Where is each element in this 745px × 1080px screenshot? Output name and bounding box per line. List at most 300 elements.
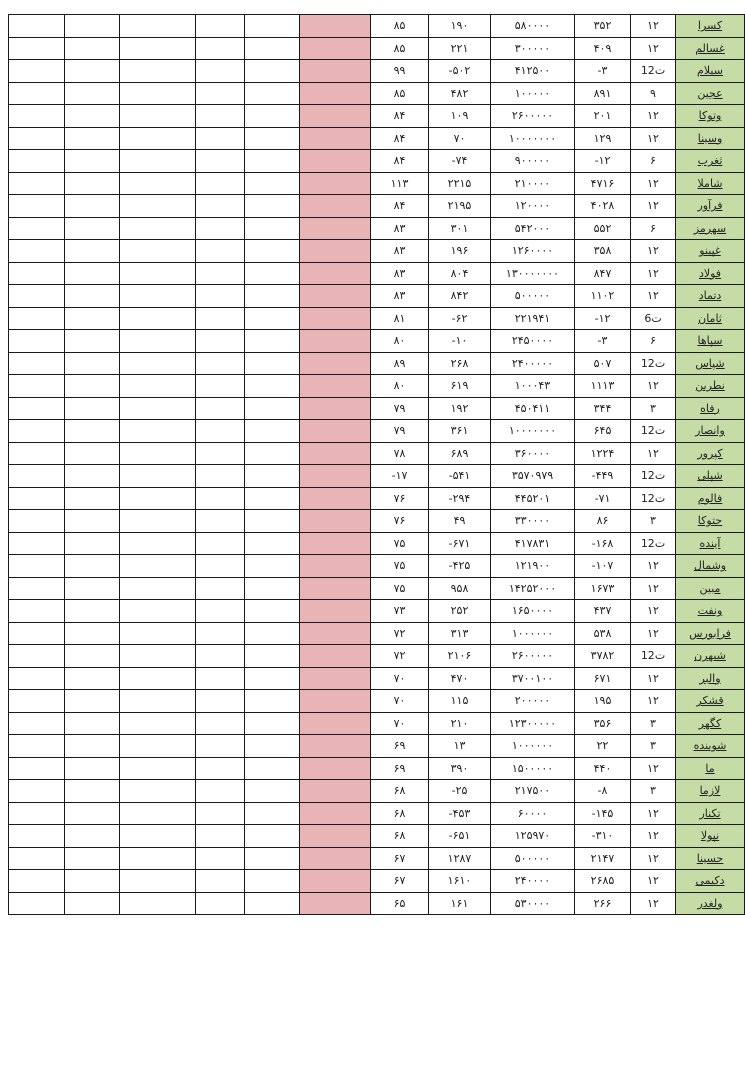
empty-cell[interactable] [9, 735, 65, 758]
amount-cell[interactable]: ۵۴۲۰۰۰ [491, 217, 575, 240]
empty-cell[interactable] [65, 217, 120, 240]
empty-cell[interactable] [120, 690, 196, 713]
empty-cell[interactable] [65, 240, 120, 263]
highlight-cell[interactable] [300, 195, 371, 218]
empty-cell[interactable] [245, 622, 300, 645]
score-cell[interactable]: ۶۸ [371, 780, 429, 803]
empty-cell[interactable] [245, 420, 300, 443]
symbol-cell[interactable]: آینده [676, 532, 745, 555]
empty-cell[interactable] [120, 420, 196, 443]
figure-cell[interactable]: ۳۷۸۲ [575, 645, 631, 668]
empty-cell[interactable] [9, 442, 65, 465]
empty-cell[interactable] [65, 330, 120, 353]
highlight-cell[interactable] [300, 712, 371, 735]
period-cell[interactable]: ۱۲ [631, 690, 676, 713]
amount-cell[interactable]: ۱۰۰۰۰۰۰۰ [491, 127, 575, 150]
symbol-cell[interactable]: وانصار [676, 420, 745, 443]
empty-cell[interactable] [9, 780, 65, 803]
empty-cell[interactable] [65, 15, 120, 38]
value-cell[interactable]: ۱۹۲ [429, 397, 491, 420]
empty-cell[interactable] [245, 397, 300, 420]
symbol-cell[interactable]: غسالم [676, 37, 745, 60]
value-cell[interactable]: ۱۹۰ [429, 15, 491, 38]
empty-cell[interactable] [120, 307, 196, 330]
score-cell[interactable]: ۹۹ [371, 60, 429, 83]
empty-cell[interactable] [65, 150, 120, 173]
empty-cell[interactable] [196, 780, 245, 803]
amount-cell[interactable]: ۳۳۰۰۰۰ [491, 510, 575, 533]
figure-cell[interactable]: ۶۷۱ [575, 667, 631, 690]
figure-cell[interactable]: ۴۴۰ [575, 757, 631, 780]
value-cell[interactable]: -۱۰ [429, 330, 491, 353]
value-cell[interactable]: ۴۷۰ [429, 667, 491, 690]
value-cell[interactable]: ۱۰۹ [429, 105, 491, 128]
empty-cell[interactable] [9, 690, 65, 713]
amount-cell[interactable]: ۱۰۰۰۰۰۰ [491, 622, 575, 645]
figure-cell[interactable]: -۷۱ [575, 487, 631, 510]
empty-cell[interactable] [9, 127, 65, 150]
figure-cell[interactable]: ۴۰۹ [575, 37, 631, 60]
highlight-cell[interactable] [300, 60, 371, 83]
value-cell[interactable]: ۶۸۹ [429, 442, 491, 465]
value-cell[interactable]: ۳۰۱ [429, 217, 491, 240]
empty-cell[interactable] [196, 712, 245, 735]
amount-cell[interactable]: ۲۴۵۰۰۰۰ [491, 330, 575, 353]
empty-cell[interactable] [196, 217, 245, 240]
figure-cell[interactable]: ۵۵۲ [575, 217, 631, 240]
figure-cell[interactable]: -۳ [575, 60, 631, 83]
highlight-cell[interactable] [300, 82, 371, 105]
empty-cell[interactable] [196, 555, 245, 578]
figure-cell[interactable]: ۵۰۷ [575, 352, 631, 375]
empty-cell[interactable] [65, 780, 120, 803]
empty-cell[interactable] [65, 375, 120, 398]
amount-cell[interactable]: ۲۶۰۰۰۰۰ [491, 105, 575, 128]
empty-cell[interactable] [65, 262, 120, 285]
empty-cell[interactable] [245, 82, 300, 105]
empty-cell[interactable] [196, 172, 245, 195]
symbol-cell[interactable]: ثغرب [676, 150, 745, 173]
symbol-cell[interactable]: شوینده [676, 735, 745, 758]
empty-cell[interactable] [65, 172, 120, 195]
symbol-cell[interactable]: غپینو [676, 240, 745, 263]
value-cell[interactable]: -۶۲ [429, 307, 491, 330]
amount-cell[interactable]: ۲۱۷۵۰۰ [491, 780, 575, 803]
empty-cell[interactable] [9, 757, 65, 780]
period-cell[interactable]: ۱۲ [631, 847, 676, 870]
amount-cell[interactable]: ۶۰۰۰۰ [491, 802, 575, 825]
period-cell[interactable]: ۱۲ [631, 892, 676, 915]
score-cell[interactable]: ۷۳ [371, 600, 429, 623]
empty-cell[interactable] [120, 82, 196, 105]
figure-cell[interactable]: ۱۹۵ [575, 690, 631, 713]
empty-cell[interactable] [196, 690, 245, 713]
empty-cell[interactable] [9, 105, 65, 128]
symbol-cell[interactable]: شاملا [676, 172, 745, 195]
empty-cell[interactable] [120, 577, 196, 600]
empty-cell[interactable] [9, 825, 65, 848]
score-cell[interactable]: ۸۴ [371, 195, 429, 218]
period-cell[interactable]: ۳ [631, 735, 676, 758]
highlight-cell[interactable] [300, 690, 371, 713]
figure-cell[interactable]: -۱۲ [575, 150, 631, 173]
score-cell[interactable]: ۶۷ [371, 847, 429, 870]
value-cell[interactable]: ۲۶۸ [429, 352, 491, 375]
score-cell[interactable]: ۶۹ [371, 757, 429, 780]
highlight-cell[interactable] [300, 172, 371, 195]
symbol-cell[interactable]: ولغدر [676, 892, 745, 915]
empty-cell[interactable] [245, 802, 300, 825]
figure-cell[interactable]: ۲۲ [575, 735, 631, 758]
empty-cell[interactable] [9, 352, 65, 375]
score-cell[interactable]: ۶۵ [371, 892, 429, 915]
empty-cell[interactable] [65, 195, 120, 218]
period-cell[interactable]: ۱۲ [631, 195, 676, 218]
empty-cell[interactable] [245, 892, 300, 915]
period-cell[interactable]: ۹ [631, 82, 676, 105]
empty-cell[interactable] [9, 555, 65, 578]
period-cell[interactable]: 12ت [631, 532, 676, 555]
empty-cell[interactable] [196, 622, 245, 645]
empty-cell[interactable] [9, 172, 65, 195]
empty-cell[interactable] [120, 172, 196, 195]
value-cell[interactable]: -۶۵۱ [429, 825, 491, 848]
value-cell[interactable]: ۱۲۸۷ [429, 847, 491, 870]
symbol-cell[interactable]: کگهر [676, 712, 745, 735]
symbol-cell[interactable]: دتماد [676, 285, 745, 308]
score-cell[interactable]: ۷۵ [371, 555, 429, 578]
figure-cell[interactable]: -۱۰۷ [575, 555, 631, 578]
empty-cell[interactable] [65, 712, 120, 735]
figure-cell[interactable]: ۴۰۲۸ [575, 195, 631, 218]
empty-cell[interactable] [245, 240, 300, 263]
empty-cell[interactable] [9, 15, 65, 38]
symbol-cell[interactable]: وتوکا [676, 105, 745, 128]
empty-cell[interactable] [196, 847, 245, 870]
score-cell[interactable]: ۸۰ [371, 375, 429, 398]
empty-cell[interactable] [65, 127, 120, 150]
empty-cell[interactable] [120, 712, 196, 735]
score-cell[interactable]: ۷۸ [371, 442, 429, 465]
symbol-cell[interactable]: شپاس [676, 352, 745, 375]
value-cell[interactable]: ۲۱۰۶ [429, 645, 491, 668]
empty-cell[interactable] [245, 577, 300, 600]
amount-cell[interactable]: ۲۰۰۰۰۰ [491, 690, 575, 713]
period-cell[interactable]: ۱۲ [631, 667, 676, 690]
empty-cell[interactable] [9, 577, 65, 600]
period-cell[interactable]: ۱۲ [631, 240, 676, 263]
period-cell[interactable]: ۱۲ [631, 15, 676, 38]
amount-cell[interactable]: ۴۱۲۵۰۰ [491, 60, 575, 83]
highlight-cell[interactable] [300, 622, 371, 645]
empty-cell[interactable] [9, 510, 65, 533]
empty-cell[interactable] [245, 442, 300, 465]
period-cell[interactable]: ۱۲ [631, 555, 676, 578]
symbol-cell[interactable]: مبین [676, 577, 745, 600]
amount-cell[interactable]: ۴۵۰۴۱۱ [491, 397, 575, 420]
empty-cell[interactable] [245, 375, 300, 398]
amount-cell[interactable]: ۴۴۵۲۰۱ [491, 487, 575, 510]
highlight-cell[interactable] [300, 285, 371, 308]
highlight-cell[interactable] [300, 892, 371, 915]
figure-cell[interactable]: ۲۶۸۵ [575, 870, 631, 893]
empty-cell[interactable] [196, 487, 245, 510]
amount-cell[interactable]: ۱۰۰۰۰۰۰۰ [491, 420, 575, 443]
amount-cell[interactable]: ۱۲۶۰۰۰۰ [491, 240, 575, 263]
empty-cell[interactable] [196, 870, 245, 893]
empty-cell[interactable] [65, 352, 120, 375]
empty-cell[interactable] [9, 600, 65, 623]
empty-cell[interactable] [196, 240, 245, 263]
empty-cell[interactable] [120, 802, 196, 825]
empty-cell[interactable] [196, 105, 245, 128]
empty-cell[interactable] [245, 487, 300, 510]
score-cell[interactable]: ۸۵ [371, 37, 429, 60]
period-cell[interactable]: ۱۲ [631, 375, 676, 398]
figure-cell[interactable]: ۳۵۸ [575, 240, 631, 263]
value-cell[interactable]: -۶۷۱ [429, 532, 491, 555]
period-cell[interactable]: ۶ [631, 150, 676, 173]
figure-cell[interactable]: -۱۶۸ [575, 532, 631, 555]
empty-cell[interactable] [245, 105, 300, 128]
empty-cell[interactable] [9, 60, 65, 83]
highlight-cell[interactable] [300, 150, 371, 173]
value-cell[interactable]: ۲۲۱ [429, 37, 491, 60]
empty-cell[interactable] [245, 735, 300, 758]
figure-cell[interactable]: ۲۰۱ [575, 105, 631, 128]
empty-cell[interactable] [196, 442, 245, 465]
empty-cell[interactable] [9, 217, 65, 240]
score-cell[interactable]: -۱۷ [371, 465, 429, 488]
figure-cell[interactable]: ۲۱۴۷ [575, 847, 631, 870]
empty-cell[interactable] [196, 375, 245, 398]
empty-cell[interactable] [120, 262, 196, 285]
empty-cell[interactable] [196, 532, 245, 555]
figure-cell[interactable]: ۱۱۱۳ [575, 375, 631, 398]
empty-cell[interactable] [9, 420, 65, 443]
empty-cell[interactable] [120, 127, 196, 150]
amount-cell[interactable]: ۱۰۰۰۰۰ [491, 82, 575, 105]
highlight-cell[interactable] [300, 735, 371, 758]
highlight-cell[interactable] [300, 15, 371, 38]
amount-cell[interactable]: ۹۰۰۰۰۰ [491, 150, 575, 173]
highlight-cell[interactable] [300, 442, 371, 465]
empty-cell[interactable] [9, 397, 65, 420]
empty-cell[interactable] [245, 262, 300, 285]
empty-cell[interactable] [9, 285, 65, 308]
figure-cell[interactable]: ۱۱۰۲ [575, 285, 631, 308]
empty-cell[interactable] [245, 712, 300, 735]
figure-cell[interactable]: ۶۴۵ [575, 420, 631, 443]
empty-cell[interactable] [120, 15, 196, 38]
empty-cell[interactable] [245, 150, 300, 173]
highlight-cell[interactable] [300, 510, 371, 533]
highlight-cell[interactable] [300, 847, 371, 870]
period-cell[interactable]: ۱۲ [631, 870, 676, 893]
empty-cell[interactable] [196, 825, 245, 848]
empty-cell[interactable] [65, 802, 120, 825]
empty-cell[interactable] [120, 397, 196, 420]
empty-cell[interactable] [65, 60, 120, 83]
empty-cell[interactable] [196, 127, 245, 150]
value-cell[interactable]: -۴۵۳ [429, 802, 491, 825]
period-cell[interactable]: ۱۲ [631, 262, 676, 285]
empty-cell[interactable] [65, 577, 120, 600]
empty-cell[interactable] [65, 37, 120, 60]
period-cell[interactable]: ۶ [631, 217, 676, 240]
score-cell[interactable]: ۸۳ [371, 217, 429, 240]
highlight-cell[interactable] [300, 240, 371, 263]
symbol-cell[interactable]: کپرور [676, 442, 745, 465]
value-cell[interactable]: ۱۳ [429, 735, 491, 758]
empty-cell[interactable] [9, 870, 65, 893]
amount-cell[interactable]: ۴۱۷۸۳۱ [491, 532, 575, 555]
empty-cell[interactable] [245, 465, 300, 488]
empty-cell[interactable] [9, 82, 65, 105]
empty-cell[interactable] [196, 330, 245, 353]
empty-cell[interactable] [120, 105, 196, 128]
symbol-cell[interactable]: عجین [676, 82, 745, 105]
value-cell[interactable]: -۷۴ [429, 150, 491, 173]
empty-cell[interactable] [196, 645, 245, 668]
empty-cell[interactable] [9, 645, 65, 668]
empty-cell[interactable] [65, 690, 120, 713]
empty-cell[interactable] [196, 37, 245, 60]
highlight-cell[interactable] [300, 307, 371, 330]
empty-cell[interactable] [196, 667, 245, 690]
empty-cell[interactable] [245, 532, 300, 555]
highlight-cell[interactable] [300, 375, 371, 398]
score-cell[interactable]: ۸۹ [371, 352, 429, 375]
figure-cell[interactable]: -۴۴۹ [575, 465, 631, 488]
empty-cell[interactable] [65, 82, 120, 105]
empty-cell[interactable] [245, 645, 300, 668]
value-cell[interactable]: ۸۰۴ [429, 262, 491, 285]
figure-cell[interactable]: ۳۵۶ [575, 712, 631, 735]
empty-cell[interactable] [120, 645, 196, 668]
symbol-cell[interactable]: فرآور [676, 195, 745, 218]
empty-cell[interactable] [65, 735, 120, 758]
empty-cell[interactable] [65, 847, 120, 870]
score-cell[interactable]: ۸۳ [371, 262, 429, 285]
empty-cell[interactable] [245, 667, 300, 690]
highlight-cell[interactable] [300, 397, 371, 420]
amount-cell[interactable]: ۵۳۰۰۰۰ [491, 892, 575, 915]
empty-cell[interactable] [65, 600, 120, 623]
symbol-cell[interactable]: سیلام [676, 60, 745, 83]
highlight-cell[interactable] [300, 645, 371, 668]
period-cell[interactable]: ۱۲ [631, 285, 676, 308]
empty-cell[interactable] [245, 847, 300, 870]
value-cell[interactable]: ۱۶۱۰ [429, 870, 491, 893]
figure-cell[interactable]: ۳۵۲ [575, 15, 631, 38]
symbol-cell[interactable]: فرابورس [676, 622, 745, 645]
empty-cell[interactable] [120, 217, 196, 240]
highlight-cell[interactable] [300, 37, 371, 60]
figure-cell[interactable]: ۴۳۷ [575, 600, 631, 623]
empty-cell[interactable] [245, 285, 300, 308]
figure-cell[interactable]: ۵۳۸ [575, 622, 631, 645]
empty-cell[interactable] [65, 555, 120, 578]
value-cell[interactable]: ۱۶۱ [429, 892, 491, 915]
empty-cell[interactable] [120, 195, 196, 218]
figure-cell[interactable]: ۲۶۶ [575, 892, 631, 915]
value-cell[interactable]: -۴۲۵ [429, 555, 491, 578]
value-cell[interactable]: ۳۹۰ [429, 757, 491, 780]
empty-cell[interactable] [196, 600, 245, 623]
period-cell[interactable]: 12ت [631, 645, 676, 668]
empty-cell[interactable] [9, 465, 65, 488]
value-cell[interactable]: ۲۱۰ [429, 712, 491, 735]
empty-cell[interactable] [120, 667, 196, 690]
empty-cell[interactable] [120, 825, 196, 848]
score-cell[interactable]: ۶۸ [371, 802, 429, 825]
symbol-cell[interactable]: فولاد [676, 262, 745, 285]
score-cell[interactable]: ۷۰ [371, 667, 429, 690]
highlight-cell[interactable] [300, 330, 371, 353]
empty-cell[interactable] [120, 352, 196, 375]
period-cell[interactable]: ۱۲ [631, 37, 676, 60]
empty-cell[interactable] [65, 510, 120, 533]
empty-cell[interactable] [9, 150, 65, 173]
symbol-cell[interactable]: فالوم [676, 487, 745, 510]
highlight-cell[interactable] [300, 420, 371, 443]
highlight-cell[interactable] [300, 217, 371, 240]
score-cell[interactable]: ۸۵ [371, 82, 429, 105]
highlight-cell[interactable] [300, 262, 371, 285]
symbol-cell[interactable]: نپولا [676, 825, 745, 848]
empty-cell[interactable] [245, 15, 300, 38]
score-cell[interactable]: ۶۹ [371, 735, 429, 758]
empty-cell[interactable] [120, 757, 196, 780]
empty-cell[interactable] [245, 217, 300, 240]
empty-cell[interactable] [245, 600, 300, 623]
figure-cell[interactable]: ۳۴۴ [575, 397, 631, 420]
score-cell[interactable]: ۸۵ [371, 15, 429, 38]
symbol-cell[interactable]: رفاه [676, 397, 745, 420]
value-cell[interactable]: ۴۸۲ [429, 82, 491, 105]
empty-cell[interactable] [9, 622, 65, 645]
symbol-cell[interactable]: ما [676, 757, 745, 780]
figure-cell[interactable]: -۱۴۵ [575, 802, 631, 825]
symbol-cell[interactable]: وسینا [676, 127, 745, 150]
score-cell[interactable]: ۸۰ [371, 330, 429, 353]
period-cell[interactable]: ۳ [631, 510, 676, 533]
empty-cell[interactable] [245, 780, 300, 803]
period-cell[interactable]: 12ت [631, 420, 676, 443]
highlight-cell[interactable] [300, 802, 371, 825]
amount-cell[interactable]: ۱۰۰۰۰۰۰ [491, 735, 575, 758]
score-cell[interactable]: ۷۲ [371, 645, 429, 668]
figure-cell[interactable]: -۸ [575, 780, 631, 803]
amount-cell[interactable]: ۱۲۱۹۰۰ [491, 555, 575, 578]
empty-cell[interactable] [120, 465, 196, 488]
empty-cell[interactable] [120, 555, 196, 578]
symbol-cell[interactable]: تکنار [676, 802, 745, 825]
highlight-cell[interactable] [300, 465, 371, 488]
empty-cell[interactable] [120, 600, 196, 623]
empty-cell[interactable] [196, 82, 245, 105]
value-cell[interactable]: ۲۵۲ [429, 600, 491, 623]
empty-cell[interactable] [9, 802, 65, 825]
score-cell[interactable]: ۷۵ [371, 577, 429, 600]
empty-cell[interactable] [9, 330, 65, 353]
figure-cell[interactable]: ۸۴۷ [575, 262, 631, 285]
highlight-cell[interactable] [300, 870, 371, 893]
empty-cell[interactable] [120, 870, 196, 893]
empty-cell[interactable] [245, 825, 300, 848]
amount-cell[interactable]: ۱۰۰۰۴۳ [491, 375, 575, 398]
